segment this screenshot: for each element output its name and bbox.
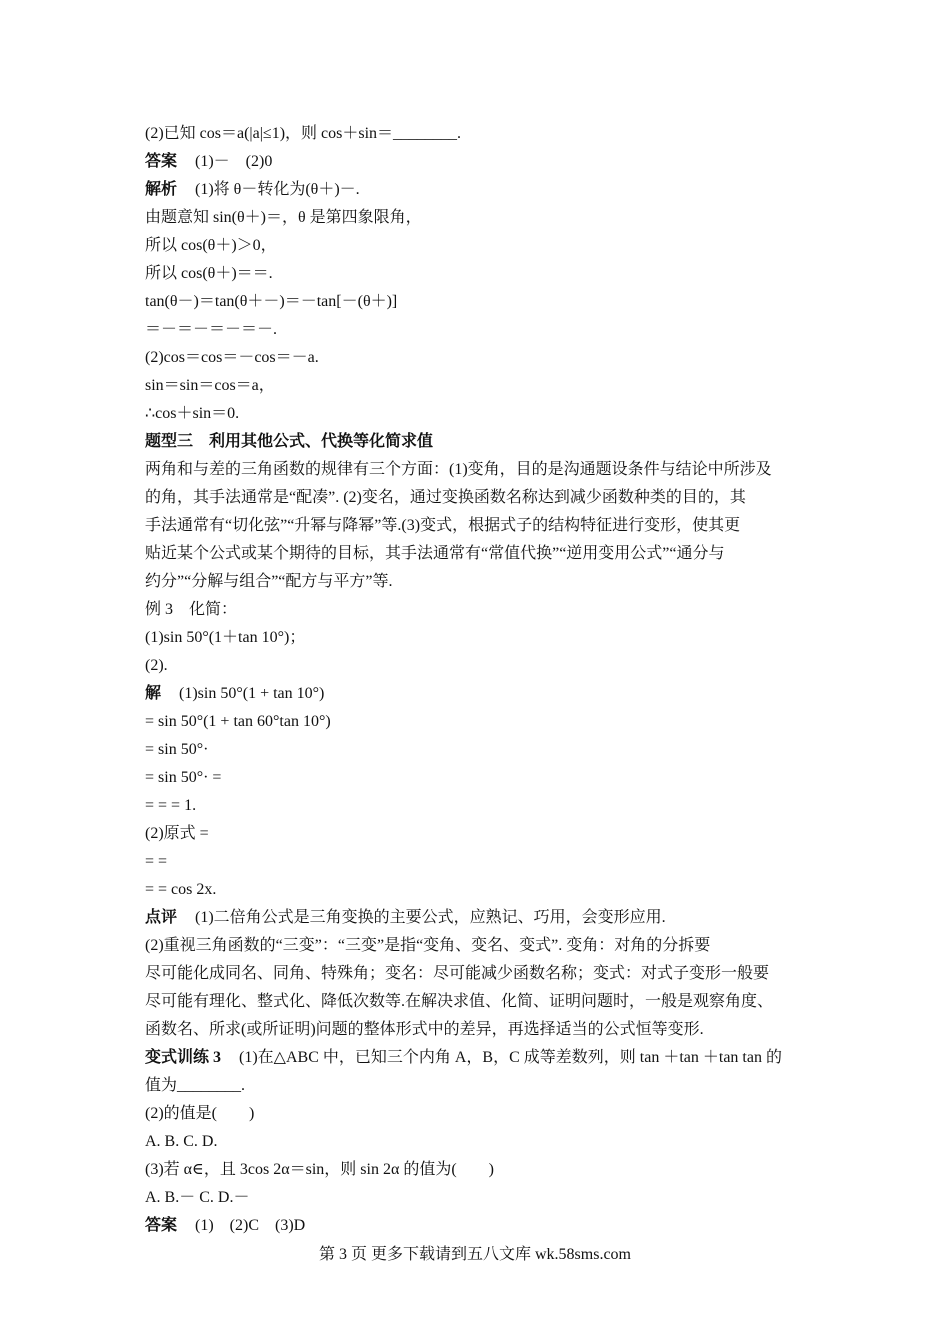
comment-label: 点评 <box>145 909 178 926</box>
formula-line: = = cos 2x. <box>145 881 217 898</box>
exercise-line: (3)若 α∈，且 3cos 2α＝sin，则 sin 2α 的值为( ) <box>145 1161 494 1178</box>
example-part-1: (1)sin 50°(1＋tan 10°)； <box>145 629 306 646</box>
exercise-line: 值为________. <box>145 1077 246 1094</box>
paragraph-line: 约分”“分解与组合”“配方与平方”等. <box>145 573 393 590</box>
solution-label: 解 <box>145 685 162 702</box>
solution-line <box>145 684 324 704</box>
paragraph-line: 的角，其手法通常是“配凑”. (2)变名，通过变换函数名称达到减少函数种类的目的，其 <box>145 489 746 506</box>
paragraph-line: 函数名、所求(或所证明)问题的整体形式中的差异，再选择适当的公式恒等变形. <box>145 1021 704 1038</box>
formula-line: sin＝sin＝cos＝a， <box>145 377 275 394</box>
formula-line: = sin 50°(1 + tan 60°tan 10°) <box>145 713 331 730</box>
text-line: 所以 cos(θ＋)＝＝. <box>145 265 273 282</box>
paragraph-line: 尽可能化成同名、同角、特殊角；变名：尽可能减少函数名称；变式：对式子变形一般要 <box>145 965 770 982</box>
paragraph-line: 手法通常有“切化弦”“升幂与降幂”等.(3)变式，根据式子的结构特征进行变形，使其更 <box>145 517 741 534</box>
paragraph-line: (2)重视三角函数的“三变”：“三变”是指“变角、变名、变式”. 变角：对角的分拆要 <box>145 937 711 954</box>
answer-value: (1) (2)C (3)D <box>195 1217 306 1234</box>
example-part-2: (2). <box>145 657 168 674</box>
formula-line: = = <box>145 853 168 870</box>
comment-line <box>145 908 666 928</box>
choices-line: A. B. C. D. <box>145 1133 218 1150</box>
formula-line: = sin 50°· = <box>145 769 222 786</box>
comment-text: (1)二倍角公式是三角变换的主要公式，应熟记、巧用，会变形应用. <box>195 909 666 926</box>
exercise-line: (2)的值是( ) <box>145 1105 255 1122</box>
solution-text: (1)sin 50°(1 + tan 10°) <box>179 685 325 702</box>
exercise-line <box>145 1048 782 1068</box>
formula-line: ∴cos＋sin＝0. <box>145 405 240 422</box>
example-heading: 例 3 化简： <box>145 601 238 618</box>
text-line: 由题意知 sin(θ＋)＝，θ 是第四象限角， <box>145 209 422 226</box>
answer-label: 答案 <box>145 153 178 170</box>
answer-value: (1)－ (2)0 <box>195 153 273 170</box>
exercise-text: (1)在△ABC 中，已知三个内角 A，B，C 成等差数列，则 tan ＋tan ＋tan tan 的 <box>239 1049 782 1066</box>
exercise-label: 变式训练 3 <box>145 1049 222 1066</box>
analysis-label: 解析 <box>145 181 178 198</box>
formula-line: ＝－＝－＝－＝－. <box>145 321 278 338</box>
paragraph-line: 两角和与差的三角函数的规律有三个方面：(1)变角，目的是沟通题设条件与结论中所涉及 <box>145 461 772 478</box>
final-answer-line <box>145 1216 305 1236</box>
page-footer: 第 3 页 更多下载请到五八文库 wk.58sms.com <box>318 1246 631 1263</box>
choices-line: A. B.－ C. D.－ <box>145 1189 250 1206</box>
analysis-line <box>145 180 360 200</box>
text-line: 所以 cos(θ＋)＞0， <box>145 237 277 254</box>
paragraph-line: 贴近某个公式或某个期待的目标，其手法通常有“常值代换”“逆用变用公式”“通分与 <box>145 545 725 562</box>
formula-line: (2)cos＝cos＝－cos＝－a. <box>145 349 319 366</box>
formula-line: = sin 50°· <box>145 741 209 758</box>
formula-line: (2)原式 = <box>145 825 209 842</box>
formula-line: tan(θ－)＝tan(θ＋－)＝－tan[－(θ＋)] <box>145 293 398 310</box>
answer-line <box>145 152 272 172</box>
paragraph-line: 尽可能有理化、整式化、降低次数等.在解决求值、化简、证明问题时，一般是观察角度、 <box>145 993 774 1010</box>
analysis-text: (1)将 θ－转化为(θ＋)－. <box>195 181 360 198</box>
answer-label: 答案 <box>145 1217 178 1234</box>
section-heading: 题型三 利用其他公式、代换等化简求值 <box>145 433 434 450</box>
formula-line: = = = 1. <box>145 797 197 814</box>
problem-2-line: (2)已知 cos＝a(|a|≤1)，则 cos＋sin＝________. <box>145 125 462 142</box>
